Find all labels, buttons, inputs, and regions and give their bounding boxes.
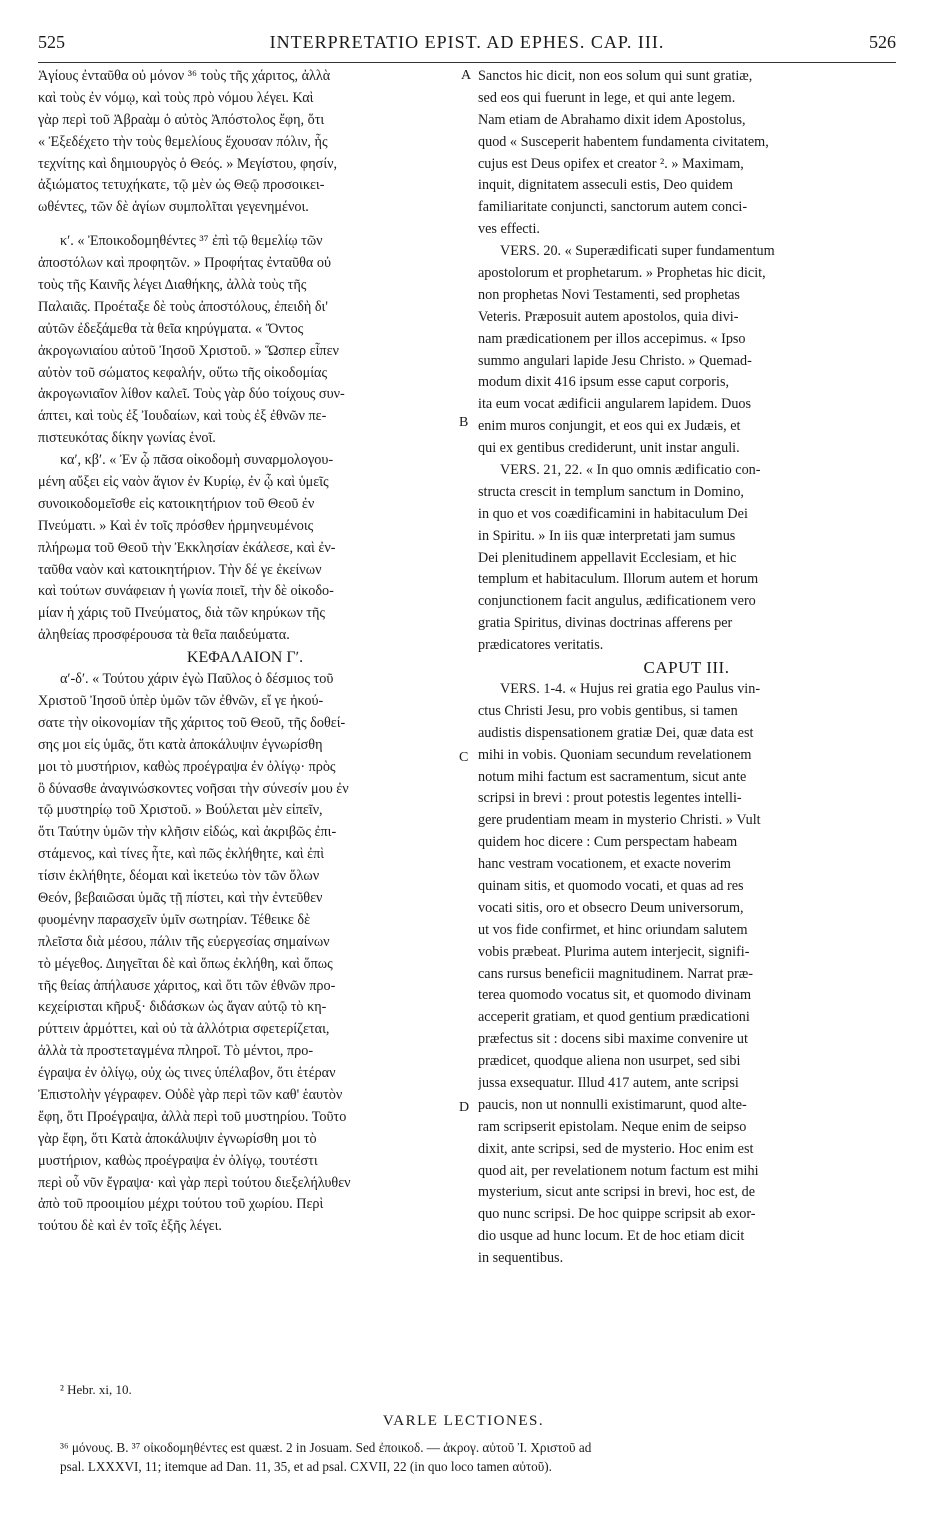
footnote: ² Hebr. xi, 10. bbox=[60, 1382, 132, 1397]
text-line: γὰρ περὶ τοῦ Ἀβραὰμ ὁ αὐτὸς Ἀπόστολος ἔφη, ὅτι bbox=[38, 111, 325, 128]
text-line: Πνεύματι. » Καὶ ἐν τοῖς πρόσθεν ἡρμηνευμένοις bbox=[38, 517, 314, 534]
text-line: qui ex gentibus crediderunt, unit instar anguli. bbox=[478, 440, 740, 457]
text-line: scripsi in brevi : prout potestis legentes intelli- bbox=[478, 790, 742, 807]
text-line: vocati sitis, oro et obsecro Deum universorum, bbox=[478, 899, 744, 916]
text-line: ἀκρογωνιαῖον λίθον καλεῖ. Τοὺς γὰρ δύο τοίχους συν- bbox=[38, 386, 345, 403]
text-line: γὰρ ἔφη, ὅτι Κατὰ ἀποκάλυψιν ἐγνωρίσθη μοι τὸ bbox=[38, 1130, 317, 1147]
text-line: quo nunc scripsi. De hoc quippe scripsit ab exor- bbox=[478, 1206, 756, 1223]
text-line: VERS. 20. « Superædificati super fundamentum bbox=[500, 243, 775, 260]
text-line: paucis, non ut nonnulli existimarunt, quod alte- bbox=[478, 1096, 747, 1113]
text-line: στάμενος, καὶ τίνες ἦτε, καὶ πῶς ἐκλήθητε, καὶ ἐπὶ bbox=[38, 846, 325, 863]
text-line: in Spiritu. » In iis quæ interpretati jam sumus bbox=[478, 527, 736, 544]
text-line: τῷ μυστηρίῳ τοῦ Χριστοῦ. » Βούλεται μὲν εἰπεῖν, bbox=[38, 802, 323, 819]
text-line: ὅτι Ταύτην ὑμῶν τὴν κλῆσιν εἰδώς, καὶ ἀκριβῶς ἐπι- bbox=[38, 824, 337, 841]
text-line: prædicet, quodque aliena non usurpet, sed sibi bbox=[478, 1053, 741, 1070]
text-line: apostolorum et prophetarum. » Prophetas hic dicit, bbox=[478, 265, 766, 282]
text-line: ram scripserit epistolam. Neque enim de seipso bbox=[478, 1118, 747, 1135]
text-line: περὶ οὗ νῦν ἔγραψα· καὶ γὰρ περὶ τούτου διεξελήλυθεν bbox=[38, 1174, 351, 1191]
text-line: πιστευκότας δίκην γωνίας ἑνοῖ. bbox=[38, 430, 216, 447]
text-line: τοὺς τῆς Καινῆς λέγει Διαθήκης, ἀλλὰ τοὺς τῆς bbox=[38, 277, 307, 294]
text-line: κεχείρισται κῆρυξ· διδάσκων ὡς ἄγαν αὐτῷ τὸ κη- bbox=[38, 999, 327, 1016]
header-rule bbox=[38, 62, 896, 63]
text-line: quod ait, per revelationem notum factum est mihi bbox=[478, 1162, 759, 1179]
text-line: summo angulari lapide Jesu Christo. » Quemad- bbox=[478, 352, 752, 369]
text-line: μίαν ἡ χάρις τοῦ Πνεύματος, διὰ τῶν κηρύκων τῆς bbox=[38, 605, 326, 622]
text-line: ἀκρογωνιαίου αὐτοῦ Ἰησοῦ Χριστοῦ. » Ὥσπερ εἶπεν bbox=[38, 342, 339, 359]
text-line: αʹ-δʹ. « Τούτου χάριν ἐγὼ Παῦλος ὁ δέσμιος τοῦ bbox=[60, 671, 334, 688]
paragraph-gap bbox=[38, 219, 452, 231]
text-line: structa crescit in templum sanctum in Domino, bbox=[478, 483, 744, 500]
text-line: hanc vestram vocationem, et exacte noverim bbox=[478, 856, 731, 873]
text-line: ctus Christi Jesu, pro vobis gentibus, si tamen bbox=[478, 702, 738, 719]
text-line: Dei plenitudinem appellavit Ecclesiam, et hic bbox=[478, 549, 737, 566]
text-line: τίσιν ἐκλήθητε, δέομαι καὶ ἱκετεύω τὸν τῶν ὅλων bbox=[38, 868, 320, 885]
text-line: ὃ δύνασθε ἀναγινώσκοντες νοῆσαι τὴν σύνεσίν μου ἐν bbox=[38, 780, 349, 797]
text-line: Veteris. Præposuit autem apostolos, quia divi- bbox=[478, 308, 739, 325]
text-line: notum mihi factum est sacramentum, sicut ante bbox=[478, 768, 747, 785]
text-line: Nam etiam de Abrahamo dixit idem Apostolus, bbox=[478, 111, 746, 128]
variae-line: ³⁶ μόνους. B. ³⁷ οἰκοδομηθέντες est quæst. 2 in Josuam. Sed ἐποικοδ. — ἀκρογ. αὐτοῦ Ἰ. Χριστοῦ ad bbox=[60, 1440, 592, 1455]
text-line: Χριστοῦ Ἰησοῦ ὑπὲρ ὑμῶν τῶν ἐθνῶν, εἴ γε ἠκού- bbox=[38, 692, 324, 709]
text-line: « Ἐξεδέχετο τὴν τοὺς θεμελίους ἔχουσαν πόλιν, ἧς bbox=[38, 133, 328, 150]
text-line: præfectus sit : docens sibi maxime convenire ut bbox=[478, 1031, 748, 1048]
text-line: modum dixit 416 ipsum esse caput corporis, bbox=[478, 374, 730, 391]
text-line: ρύττειν ἁρμόττει, καὶ οὐ τὰ ἀλλότρια σφετερίζεται, bbox=[38, 1021, 330, 1038]
text-line: ταῦθα ναὸν καὶ κατοικητήριον. Τὴν δέ γε ἐκείνων bbox=[38, 561, 322, 578]
text-line: quod « Susceperit habentem fundamenta civitatem, bbox=[478, 133, 769, 150]
text-line: ita eum vocat ædificii angularem lapidem. Duos bbox=[478, 396, 752, 413]
text-line: nam prædicationem per illos accepimus. « Ipso bbox=[478, 330, 746, 347]
text-line: VERS. 21, 22. « In quo omnis ædificatio con- bbox=[500, 462, 761, 479]
text-line: ut vos fide confirmet, et hinc oriundam salutem bbox=[478, 921, 748, 938]
text-line: πλεῖστα διὰ μέσου, πάλιν τῆς εὐεργεσίας σημαίνων bbox=[38, 933, 330, 950]
variae-line: psal. LXXXVI, 11; itemque ad Dan. 11, 35, et ad psal. CXVII, 22 (in quo loco tamen αὐτοῦ). bbox=[60, 1459, 552, 1474]
text-line: καὶ τούτων συνάφειαν ἡ γωνία ποιεῖ, τὴν δὲ οἰκοδο- bbox=[38, 583, 334, 600]
text-line: templum et habitaculum. Illorum autem et horum bbox=[478, 571, 759, 588]
text-line: τεχνίτης καὶ δημιουργὸς ὁ Θεός. » Μεγίστου, φησίν, bbox=[38, 155, 338, 172]
margin-letter-b: B bbox=[459, 415, 469, 430]
text-line: ἀλλὰ τὰ προστεταγμένα πληροῖ. Τὸ μέντοι, προ- bbox=[38, 1043, 314, 1060]
text-line: quinam sitis, et quomodo vocati, et quas ad res bbox=[478, 877, 744, 894]
text-line: audistis dispensationem gratiæ Dei, quæ data est bbox=[478, 724, 754, 741]
text-line: gratia Spiritus, divinas doctrinas afferens per bbox=[478, 615, 733, 632]
text-line: ves effecti. bbox=[478, 221, 540, 238]
text-line: καὶ τοὺς ἐν νόμῳ, καὶ τοὺς πρὸ νόμου λέγει. Καὶ bbox=[38, 89, 314, 106]
text-line: Θεόν, βεβαιῶσαι ὑμᾶς τῇ πίστει, καὶ τὴν ἐντεῦθεν bbox=[38, 889, 323, 906]
text-line: Sanctos hic dicit, non eos solum qui sunt gratiæ, bbox=[478, 68, 753, 84]
text-line: terea quomodo vocatus sit, et quomodo divinam bbox=[478, 987, 752, 1004]
text-line: κʹ. « Ἐποικοδομηθέντες ³⁷ ἐπὶ τῷ θεμελίῳ τῶν bbox=[60, 233, 323, 250]
text-line: σης μοι εἰς ὑμᾶς, ὅτι κατὰ ἀποκάλυψιν ἐγνωρίσθη bbox=[38, 736, 323, 753]
text-line: jussa exsequatur. Illud 417 autem, ante scripsi bbox=[478, 1074, 739, 1091]
running-header bbox=[38, 32, 896, 58]
text-line: sed eos qui fuerunt in lege, et qui ante legem. bbox=[478, 89, 736, 106]
margin-letter-a: A bbox=[461, 68, 472, 83]
text-line: καʹ, κβʹ. « Ἐν ᾧ πᾶσα οἰκοδομὴ συναρμολογου- bbox=[60, 452, 334, 469]
text-line: Ἁγίους ἐνταῦθα οὐ μόνον ³⁶ τοὺς τῆς χάριτος, ἀλλὰ bbox=[38, 68, 331, 84]
text-line: αὐτῶν ἐδεξάμεθα τὰ θεῖα κηρύγματα. « Ὄντος bbox=[38, 320, 304, 337]
text-line: τῆς θείας ἀπήλαυσε χάριτος, καὶ ὅτι τῶν ἐθνῶν προ- bbox=[38, 977, 336, 994]
text-line: ωθέντες, τῶν δὲ ἁγίων συμπολῖται γεγενημένοι. bbox=[38, 199, 309, 216]
text-line: prædicatores veritatis. bbox=[478, 637, 604, 654]
text-line: έγραψα ἐν ὀλίγῳ, οὐχ ὡς τινες ὑπέλαβον, ὅτι ἑτέραν bbox=[38, 1065, 336, 1082]
text-line: τούτου δὲ καὶ ἐν τοῖς ἑξῆς λέγει. bbox=[38, 1218, 222, 1235]
text-line: dixit, ante scripsi, sed de mysterio. Hoc enim est bbox=[478, 1140, 754, 1157]
text-line: ἀληθείας προσφέρουσα τὰ θεῖα παιδεύματα. bbox=[38, 627, 290, 644]
text-line: quidem hoc dicere : Cum perspectam habeam bbox=[478, 834, 738, 851]
text-line: in sequentibus. bbox=[478, 1250, 564, 1267]
text-line: πλήρωμα τοῦ Θεοῦ τὴν Ἐκκλησίαν ἐκάλεσε, καὶ ἐν- bbox=[38, 539, 336, 556]
text-line: mysterium, sicut ante scripsi in brevi, hoc est, de bbox=[478, 1184, 755, 1201]
page-number-right: 526 bbox=[869, 32, 896, 52]
chapter-heading: CAPUT III. bbox=[643, 658, 730, 678]
text-line: συνοικοδομεῖσθε εἰς κατοικητήριον τοῦ Θεοῦ ἐν bbox=[38, 495, 315, 512]
text-line: αὐτὸν τοῦ σώματος κεφαλήν, οὕτω τῆς οἰκοδομίας bbox=[38, 364, 328, 381]
text-line: in quo et vos coædificamini in habitaculum Dei bbox=[478, 505, 748, 522]
margin-letter-d: D bbox=[459, 1100, 470, 1115]
text-line: acceperit gratiam, et quod gentium prædicationi bbox=[478, 1009, 750, 1026]
text-line: cujus est Deus opifex et creator ². » Maximam, bbox=[478, 155, 744, 172]
text-line: cans rursus beneficii magnitudinem. Narrat præ- bbox=[478, 965, 753, 982]
text-line: μοι τὸ μυστήριον, καθὼς προέγραψα ἐν ὀλίγῳ· πρὸς bbox=[38, 758, 336, 775]
text-line: Ἐπιστολὴν γέγραφεν. Οὐδὲ γὰρ περὶ τῶν καθ' ἑαυτὸν bbox=[38, 1086, 343, 1103]
text-line: non prophetas Novi Testamenti, sed prophetas bbox=[478, 286, 740, 303]
text-line: τὸ μέγεθος. Διηγεῖται δὲ καὶ ὅπως ἐκλήθη, καὶ ὅπως bbox=[38, 955, 333, 972]
text-line: ἔφη, ὅτι Προέγραψα, ἀλλὰ περὶ τοῦ μυστηρίου. Τοῦτο bbox=[38, 1108, 347, 1125]
text-line: μένη αὔξει εἰς ναὸν ἅγιον ἐν Κυρίῳ, ἐν ᾧ καὶ ὑμεῖς bbox=[38, 474, 329, 491]
text-line: familiaritate conjuncti, sanctorum autem conci- bbox=[478, 199, 748, 216]
variae-lectiones-title: VARLE LECTIONES. bbox=[382, 1413, 545, 1429]
latin-column bbox=[478, 66, 895, 1270]
text-line: ἀπὸ τοῦ προοιμίου μέχρι τούτου τοῦ χωρίου. Περὶ bbox=[38, 1196, 324, 1213]
text-line: μυστήριον, καθὼς προέγραψα ἐν ὀλίγῳ, τουτέστι bbox=[38, 1152, 318, 1169]
running-title: INTERPRETATIO EPIST. AD EPHES. CAP. III. bbox=[269, 32, 665, 52]
text-line: mihi in vobis. Quoniam secundum revelationem bbox=[478, 746, 752, 763]
text-line: σατε τὴν οἰκονομίαν τῆς χάριτος τοῦ Θεοῦ, τῆς δοθεί- bbox=[38, 714, 346, 731]
text-line: φυομένην παρασχεῖν ὑμῖν σωτηρίαν. Τέθεικε δὲ bbox=[38, 911, 311, 928]
text-line: ἀποστόλων καὶ προφητῶν. » Προφήτας ἐνταῦθα οὐ bbox=[38, 255, 332, 272]
text-line: gere prudentiam meam in mysterio Christi. » Vult bbox=[478, 812, 761, 829]
chapter-heading: ΚΕΦΑΛΑΙΟΝ Γʹ. bbox=[186, 649, 304, 667]
text-line: inquit, dignitatem asseculi estis, Deo quidem bbox=[478, 177, 733, 194]
text-line: ἀξιώματος τετυχήκατε, τῷ μὲν ὡς Θεῷ προσοικει- bbox=[38, 177, 325, 194]
text-line: dio usque ad hunc locum. Et de hoc etiam dicit bbox=[478, 1228, 745, 1245]
text-line: Παλαιᾶς. Προέταξε δὲ τοὺς ἀποστόλους, ἐπειδὴ δι' bbox=[38, 298, 328, 315]
text-line: VERS. 1-4. « Hujus rei gratia ego Paulus vin- bbox=[500, 680, 761, 697]
text-line: άπτει, καὶ τοὺς ἐξ Ἰουδαίων, καὶ τοὺς ἐξ ἐθνῶν πε- bbox=[38, 408, 327, 425]
greek-column bbox=[38, 66, 452, 1238]
text-line: conjunctionem facit angulus, ædificationem vero bbox=[478, 593, 756, 610]
text-line: enim muros conjungit, et eos qui ex Judæis, et bbox=[478, 418, 741, 435]
text-line: vobis præbeat. Plurima autem interjecit, signifi- bbox=[478, 943, 750, 960]
margin-letter-c: C bbox=[459, 750, 469, 765]
page-number-left: 525 bbox=[38, 32, 65, 52]
